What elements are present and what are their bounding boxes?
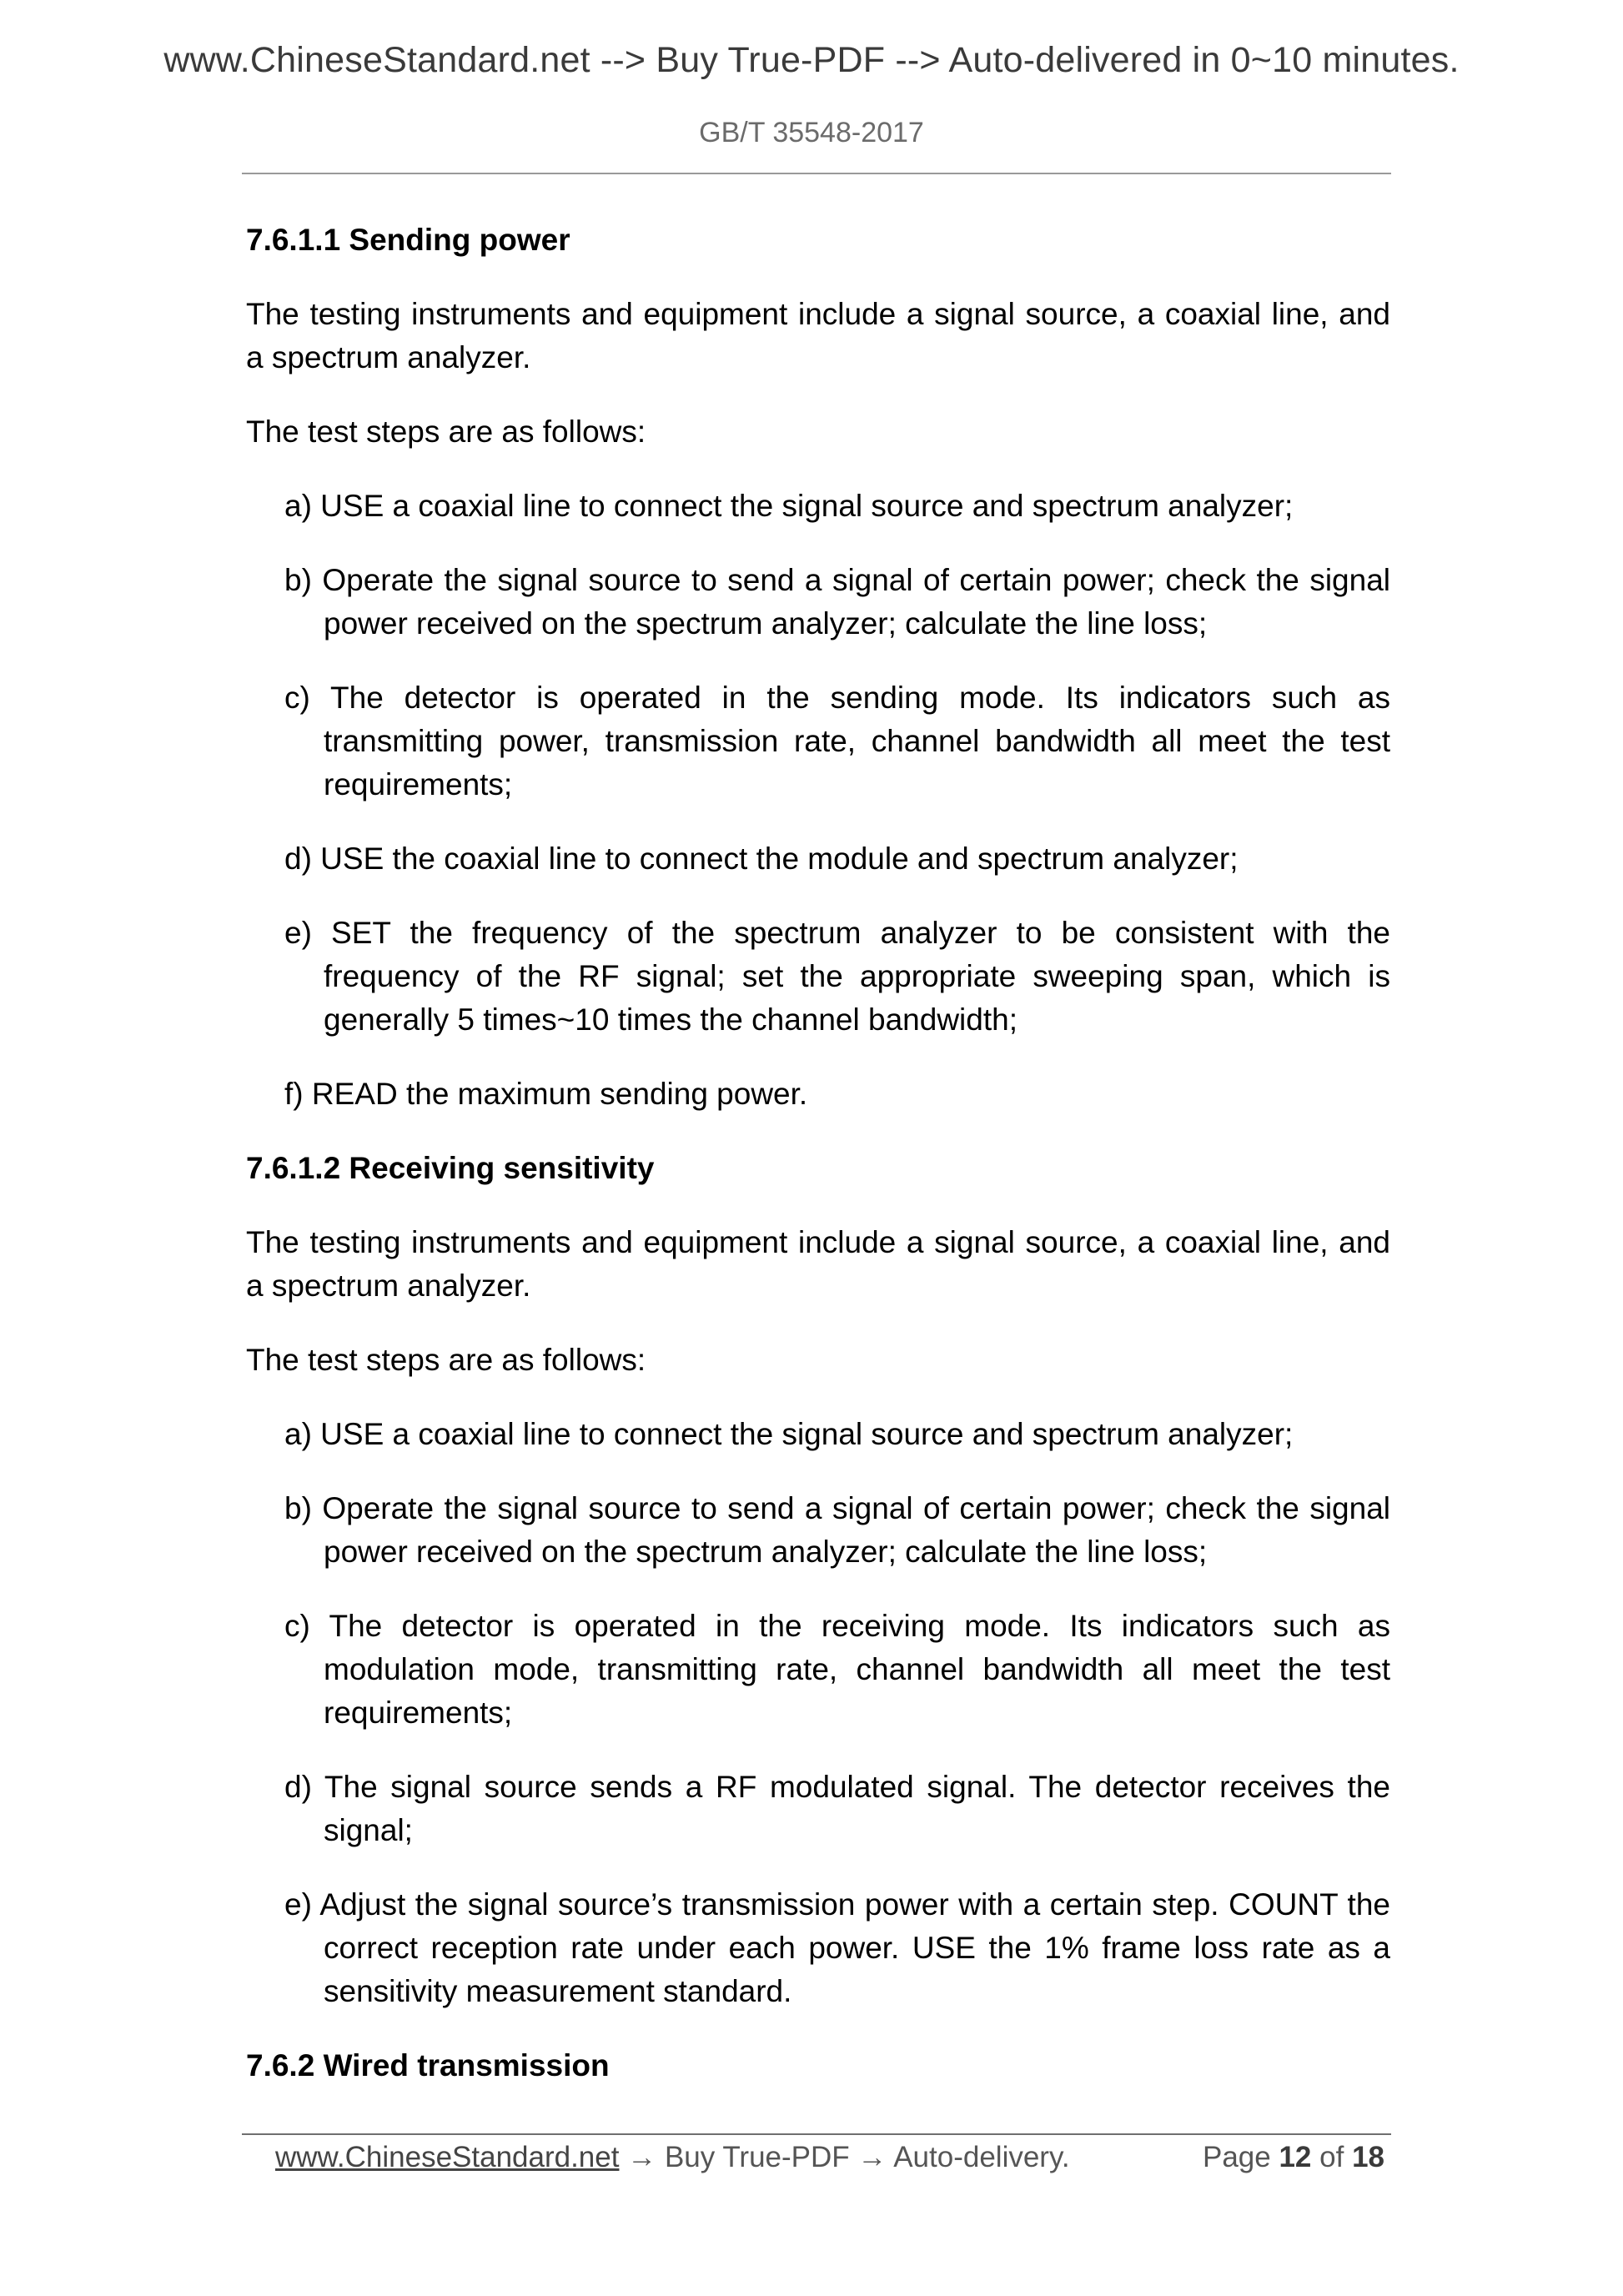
document-id: GB/T 35548-2017 <box>699 117 924 148</box>
list-item: f) READ the maximum sending power. <box>284 1077 808 1111</box>
arrow-right-icon: → <box>857 2141 887 2173</box>
list-item: c) The detector is operated in the receiving mode. Its indicators such as modulation mode, transmitting rate, channel bandwidth all meet the test requirements; <box>284 1609 1390 1730</box>
footer-site-link[interactable]: www.ChineseStandard.net <box>275 2141 620 2173</box>
section-heading-wired-transmission: 7.6.2 Wired transmission <box>246 2048 610 2082</box>
list-item: d) The signal source sends a RF modulated signal. The detector receives the signal; <box>284 1770 1390 1847</box>
section-heading-sending-power: 7.6.1.1 Sending power <box>246 223 570 257</box>
list-item: b) Operate the signal source to send a signal of certain power; check the signal power received on the spectrum analyzer; calculate the line loss; <box>284 1491 1390 1569</box>
list-item: d) USE the coaxial line to connect the module and spectrum analyzer; <box>284 842 1239 876</box>
paragraph-equipment: The testing instruments and equipment include a signal source, a coaxial line, and a spectrum analyzer. <box>246 1225 1390 1303</box>
list-item: c) The detector is operated in the sending mode. Its indicators such as transmitting power, transmission rate, channel bandwidth all meet the test requirements; <box>284 681 1390 801</box>
paragraph-equipment: The testing instruments and equipment include a signal source, a coaxial line, and a spectrum analyzer. <box>246 297 1390 374</box>
list-item: e) SET the frequency of the spectrum analyzer to be consistent with the frequency of the RF signal; set the appropriate sweeping span, which is generally 5 times~10 times the channel bandwidth; <box>284 916 1390 1037</box>
list-item: a) USE a coaxial line to connect the signal source and spectrum analyzer; <box>284 489 1294 523</box>
list-item: b) Operate the signal source to send a signal of certain power; check the signal power received on the spectrum analyzer; calculate the line loss; <box>284 563 1390 641</box>
arrow-right-icon: → <box>627 2141 657 2173</box>
of-label: of <box>1319 2141 1344 2173</box>
page-label: Page <box>1202 2141 1271 2173</box>
page-total: 18 <box>1352 2141 1384 2173</box>
list-item: a) USE a coaxial line to connect the signal source and spectrum analyzer; <box>284 1417 1294 1451</box>
page-content <box>246 219 1390 2118</box>
page-current: 12 <box>1279 2141 1312 2173</box>
list-item: e) Adjust the signal source’s transmission power with a certain step. COUNT the correct reception rate under each power. USE the 1% frame loss rate as a sensitivity measurement standard. <box>284 1887 1390 2008</box>
page-footer <box>275 2137 1384 2178</box>
paragraph-steps-intro: The test steps are as follows: <box>246 1343 646 1377</box>
header-divider <box>242 173 1391 174</box>
footer-delivery-text: Auto-delivery. <box>893 2141 1070 2173</box>
site-banner: www.ChineseStandard.net --> Buy True-PDF --> Auto-delivered in 0~10 minutes. <box>163 40 1460 80</box>
footer-divider <box>242 2133 1391 2135</box>
paragraph-steps-intro: The test steps are as follows: <box>246 414 646 449</box>
page-number <box>1203 2137 1384 2178</box>
section-heading-receiving-sensitivity: 7.6.1.2 Receiving sensitivity <box>246 1151 655 1185</box>
footer-buy-text: Buy True-PDF <box>664 2141 850 2173</box>
footer-promo <box>275 2137 1070 2178</box>
